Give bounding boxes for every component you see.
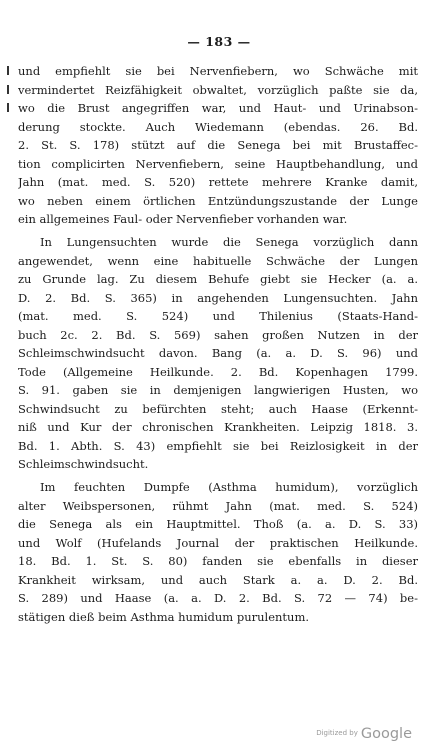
- margin-marks: [7, 66, 13, 122]
- margin-mark: [7, 103, 9, 112]
- text-line: und empfiehlt sie bei Nervenfiebern, wo Schwäche mit: [18, 64, 418, 78]
- text-line: (mat. med. S. 524) und Thilenius (Staats-Hand-: [18, 309, 418, 323]
- text-line: tion complicirten Nervenfiebern, seine Hauptbehandlung, und: [18, 156, 418, 171]
- page-number: — 183 —: [187, 34, 251, 49]
- text-line: S. 91. gaben sie in demjenigen langwierigen Husten, wo: [18, 383, 418, 397]
- text-line: Schwindsucht zu befürchten steht; auch Haase (Erkennt-: [18, 401, 418, 416]
- text-line: stätigen dieß beim Asthma humidum purulentum.: [18, 609, 310, 624]
- text-line: angewendet, wenn eine habituelle Schwäche der Lungen: [18, 253, 418, 268]
- text-line: Bd. 1. Abth. S. 43) empfiehlt sie bei Reizlosigkeit in der: [18, 438, 418, 453]
- text-line: Im feuchten Dumpfe (Asthma humidum), vorzüglich: [40, 480, 418, 494]
- text-line: derung stockte. Auch Wiedemann (ebendas. 26. Bd.: [18, 119, 418, 134]
- text-line: die Senega als ein Hauptmittel. Thoß (a. a. D. S. 33): [18, 517, 418, 531]
- margin-mark: [7, 66, 9, 75]
- text-line: ein allgemeines Faul- oder Nervenfieber vorhanden war.: [18, 212, 348, 226]
- text-line: buch 2c. 2. Bd. S. 569) sahen großen Nutzen in der: [18, 327, 418, 342]
- google-logo: Google: [360, 726, 412, 742]
- watermark-small-text: Digitized by: [316, 729, 358, 737]
- text-line: S. 289) und Haase (a. a. D. 2. Bd. S. 72 — 74) be-: [18, 591, 418, 605]
- text-line: D. 2. Bd. S. 365) in angehenden Lungensuchten. Jahn: [18, 290, 418, 305]
- text-line: wo die Brust angegriffen war, und Haut- und Urinabson-: [18, 101, 418, 115]
- text-line: Jahn (mat. med. S. 520) rettete mehrere Kranke damit,: [18, 175, 418, 189]
- margin-mark: [7, 85, 9, 94]
- text-line: Tode (Allgemeine Heilkunde. 2. Bd. Kopenhagen 1799.: [18, 364, 418, 379]
- text-line: niß und Kur der chronischen Krankheiten. Leipzig 1818. 3.: [18, 420, 418, 434]
- text-line: Schleimschwindsucht.: [18, 457, 149, 471]
- digitized-by-google-watermark: [316, 723, 412, 742]
- body-text: [18, 62, 418, 626]
- text-line: zu Grunde lag. Zu diesem Behufe giebt sie Hecker (a. a.: [18, 272, 418, 286]
- text-line: und Wolf (Hufelands Journal der praktischen Heilkunde.: [18, 535, 418, 550]
- text-line: 18. Bd. 1. St. S. 80) fanden sie ebenfalls in dieser: [18, 554, 418, 568]
- text-line: In Lungensuchten wurde die Senega vorzüglich dann: [40, 235, 418, 249]
- text-line: wo neben einem örtlichen Entzündungszustande der Lunge: [18, 193, 418, 208]
- text-line: 2. St. S. 178) stützt auf die Senega bei mit Brustaffec-: [18, 138, 418, 152]
- text-line: alter Weibspersonen, rühmt Jahn (mat. med. S. 524): [18, 498, 418, 513]
- text-line: Krankheit wirksam, und auch Stark a. a. D. 2. Bd.: [18, 572, 418, 587]
- text-line: Schleimschwindsucht davon. Bang (a. a. D. S. 96) und: [18, 346, 418, 360]
- text-line: vermindertet Reizfähigkeit obwaltet, vorzüglich paßte sie da,: [18, 82, 418, 97]
